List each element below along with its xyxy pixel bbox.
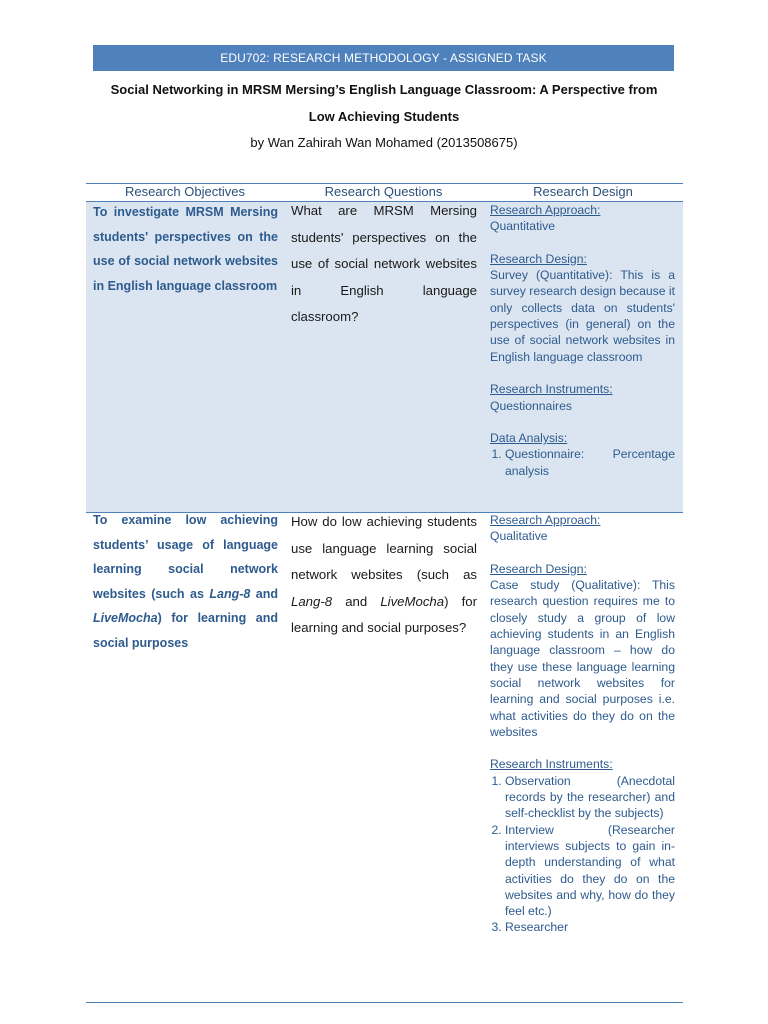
list-item: 1. Questionnaire: Percentage analysis xyxy=(505,446,675,479)
list-item: 1. Observation (Anecdotal records by the researcher) and self-checklist by the subjects) xyxy=(505,773,675,822)
author-line: by Wan Zahirah Wan Mohamed (2013508675) xyxy=(250,135,518,150)
site-name: LiveMocha xyxy=(380,593,445,609)
document-title-line-1: Social Networking in MRSM Mersing’s English Language Classroom: A Perspective from xyxy=(110,82,658,97)
site-name: Lang-8 xyxy=(209,586,251,601)
row-2-design-text: Case study (Qualitative): This research question requires me to closely study a group of low achieving students in an English language classroom – how do they use these language learning social network websites for learning and social purposes i.e. what activities do they do on the websites xyxy=(490,578,675,739)
row-1-instruments: Questionnaires xyxy=(490,398,572,413)
row-2-approach-label: Research Approach: xyxy=(490,513,601,527)
task-banner: EDU702: RESEARCH METHODOLOGY - ASSIGNED TASK xyxy=(93,45,674,71)
header-research-objectives: Research Objectives xyxy=(125,184,245,199)
row-1-objective: To investigate MRSM Mersing students' perspectives on the use of social network websites in English language classroom xyxy=(93,205,278,293)
row-1-approach-label: Research Approach: xyxy=(490,203,601,217)
row-1-question: What are MRSM Mersing students' perspectives on the use of social network websites in English language classroom? xyxy=(291,203,477,325)
row-1-instruments-label: Research Instruments: xyxy=(490,382,613,397)
header-research-design: Research Design xyxy=(533,184,633,199)
list-item: 3. Researcher xyxy=(505,919,675,935)
row-2-instruments-label: Research Instruments: xyxy=(490,757,613,772)
page-bottom-rule xyxy=(86,1002,683,1003)
row-1-design-label: Research Design: xyxy=(490,251,587,266)
row-2-objective: To examine low achieving students’ usage of language learning social network websites (such as Lang-8 and LiveMocha) for learning and social purposes xyxy=(93,513,279,650)
list-item: 2. Interview (Researcher interviews subjects to gain in-depth understanding of what activities do they do on the websites and why, how do they feel etc.) xyxy=(505,822,675,920)
row-2-design xyxy=(490,512,675,936)
document-title-line-2: Low Achieving Students xyxy=(308,109,460,124)
row-2-design-label: Research Design: xyxy=(490,561,587,576)
header-research-questions: Research Questions xyxy=(324,184,443,199)
site-name: Lang-8 xyxy=(291,593,333,609)
row-2-instruments-list xyxy=(490,773,675,936)
site-name: LiveMocha xyxy=(93,611,158,625)
row-1-design-text: Survey (Quantitative): This is a survey research design because it only collects data on students' perspectives (in general) on the use of social network websites in English language classroom xyxy=(490,268,675,364)
row-2-approach: Qualitative xyxy=(490,529,548,544)
row-1-analysis-label: Data Analysis: xyxy=(490,431,568,446)
row-1-analysis-list xyxy=(490,446,675,479)
row-2-question: How do low achieving students use language learning social network websites (such as Lang-8 and LiveMocha) for learning and social purposes? xyxy=(291,514,477,636)
row-1-approach: Quantitative xyxy=(490,219,556,234)
row-1-design xyxy=(490,202,675,479)
